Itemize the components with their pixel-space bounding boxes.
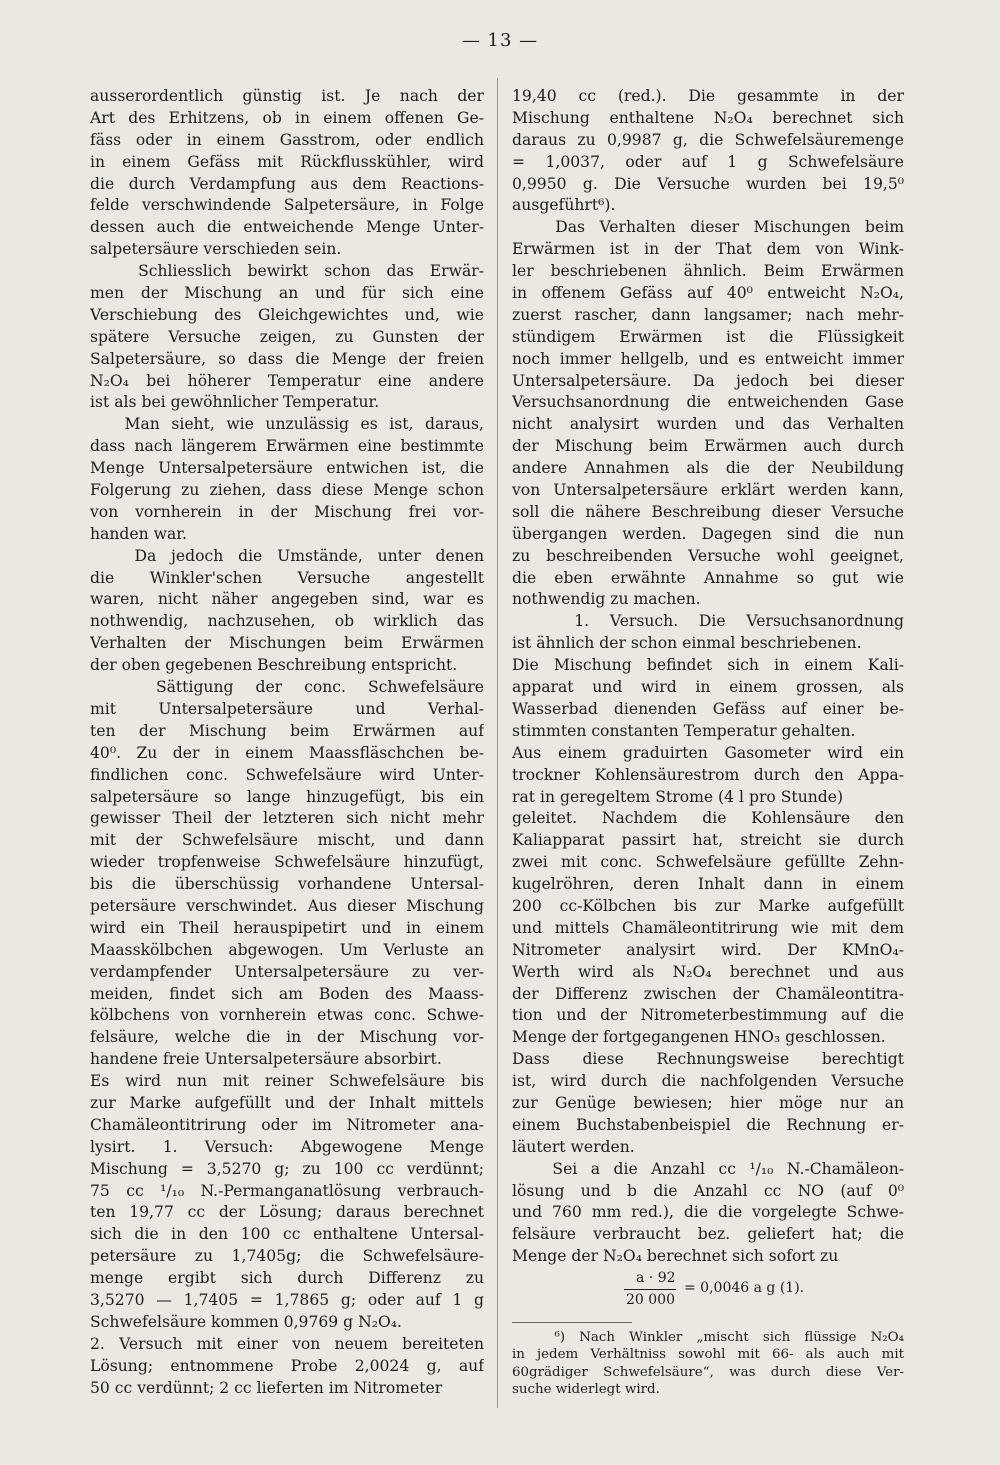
text-line: waren, nicht näher angegeben sind, war es <box>90 590 484 609</box>
text-line: stimmten constanten Temperatur gehalten. <box>512 721 856 740</box>
text-line: sich die in den 100 cc enthaltene Untersal- <box>90 1225 484 1244</box>
text-line: apparat und wird in einem grossen, als <box>512 678 904 697</box>
text-line: 19,40 cc (red.). Die gesammte in der <box>512 87 904 105</box>
text-line: 50 cc verdünnt; 2 cc lieferten im Nitrometer <box>90 1378 443 1397</box>
footnote-line: in jedem Verhältniss sowohl mit 66- als auch mit <box>512 1347 904 1363</box>
text-line: die Winkler'schen Versuche angestellt <box>90 568 484 587</box>
text-line: Chamäleontitrirung oder im Nitrometer ana- <box>90 1115 484 1134</box>
text-line: einem Buchstabenbeispiel die Rechnung er- <box>512 1115 904 1134</box>
right-column <box>512 86 904 1399</box>
text-line: Aus einem graduirten Gasometer wird ein <box>512 743 904 762</box>
text-line: handen war. <box>90 524 187 543</box>
text-line: felsäure verbraucht bez. geliefert hat; die <box>512 1225 904 1244</box>
text-line: men der Mischung an und für sich eine <box>90 284 484 303</box>
text-line: andere Annahmen als die der Neubildung <box>512 459 904 478</box>
text-line: stündigem Erwärmen ist die Flüssigkeit <box>512 327 904 346</box>
text-line: läutert werden. <box>512 1137 635 1156</box>
text-line: verdampfender Untersalpetersäure zu ver- <box>90 962 484 981</box>
text-line: und 760 mm red.), die die vorgelegte Schwe- <box>512 1203 904 1222</box>
text-line: Menge der fortgegangenen HNO₃ geschlossen. <box>512 1028 886 1047</box>
text-line: der Differenz zwischen der Chamäleontitra- <box>512 984 904 1003</box>
text-line: petersäure verschwindet. Aus dieser Mischung <box>90 896 484 915</box>
text-line: Mischung enthaltene N₂O₄ berechnet sich <box>512 108 904 127</box>
text-line: gewisser Theil der letzteren sich nicht mehr <box>90 809 484 828</box>
text-line: meiden, findet sich am Boden des Maass- <box>90 984 484 1003</box>
text-line: daraus zu 0,9987 g, die Schwefelsäuremenge <box>512 130 904 149</box>
text-line: trockner Kohlensäurestrom durch den Appa- <box>512 765 904 784</box>
text-line: Menge der N₂O₄ berechnet sich sofort zu <box>512 1247 839 1266</box>
page-number: — 13 — <box>461 30 539 51</box>
text-line: findlichen conc. Schwefelsäure wird Unter- <box>90 765 484 784</box>
text-line: Kaliapparat passirt hat, streicht sie durch <box>512 831 904 850</box>
text-line: Art des Erhitzens, ob in einem offenen Ge- <box>90 108 484 127</box>
text-line: übergangen werden. Dagegen sind die nun <box>512 524 904 543</box>
text-line: 2. Versuch mit einer von neuem bereiteten <box>90 1334 484 1353</box>
text-line: der Mischung beim Erwärmen auch durch <box>512 437 904 456</box>
text-line: Sei a die Anzahl cc ¹/₁₀ N.-Chamäleon- <box>512 1159 904 1178</box>
text-line: spätere Versuche zeigen, zu Gunsten der <box>90 327 484 346</box>
text-line: 40⁰. Zu der in einem Maassfläschchen be- <box>90 743 484 762</box>
text-line: mit Untersalpetersäure und Verhal- <box>90 699 484 718</box>
text-line: von Untersalpetersäure erklärt werden kann, <box>512 481 904 500</box>
text-line: N₂O₄ bei höherer Temperatur eine andere <box>90 371 484 390</box>
text-line: zuerst rascher, dann langsamer; nach mehr- <box>512 305 904 324</box>
left-column <box>90 86 484 1399</box>
text-line: geleitet. Nachdem die Kohlensäure den <box>512 809 904 828</box>
text-line: die durch Verdampfung aus dem Reactions- <box>90 174 484 193</box>
text-line: Mischung = 3,5270 g; zu 100 cc verdünnt; <box>90 1159 484 1178</box>
text-line: Salpetersäure, so dass die Menge der freien <box>90 349 484 368</box>
text-line: lysirt. 1. Versuch: Abgewogene Menge <box>90 1137 484 1156</box>
text-line: ten der Mischung beim Erwärmen auf <box>90 721 484 740</box>
text-line: fäss oder in einem Gasstrom, oder endlich <box>90 130 484 149</box>
text-line: Menge Untersalpetersäure entwichen ist, die <box>90 459 484 478</box>
text-line: nothwendig, nachzusehen, ob wirklich das <box>90 612 484 631</box>
text-line: zu beschreibenden Versuche wohl geeignet, <box>512 546 904 565</box>
text-line: nothwendig zu machen. <box>512 590 701 609</box>
text-line: Nitrometer analysirt wird. Der KMnO₄- <box>512 940 904 959</box>
text-line: Dass diese Rechnungsweise berechtigt <box>512 1050 904 1069</box>
text-line: Es wird nun mit reiner Schwefelsäure bis <box>90 1072 484 1091</box>
text-line: ausserordentlich günstig ist. Je nach der <box>90 87 484 105</box>
footnote-line: suche widerlegt wird. <box>512 1382 660 1398</box>
text-line: ist als bei gewöhnlicher Temperatur. <box>90 393 380 412</box>
text-line: nicht analysirt wurden und das Verhalten <box>512 415 904 434</box>
text-line: rat in geregeltem Strome (4 l pro Stunde) <box>512 787 844 806</box>
text-line: 75 cc ¹/₁₀ N.-Permanganatlösung verbrauch- <box>90 1181 484 1200</box>
text-line: Untersalpetersäure. Da jedoch bei dieser <box>512 371 904 390</box>
text-line: wird ein Theil herauspipetirt und in einem <box>90 918 484 937</box>
text-line: Versuchsanordnung die entweichenden Gase <box>512 393 904 412</box>
footnote-rule <box>512 1322 632 1323</box>
formula-denominator: 20 000 <box>626 1292 675 1309</box>
text-line: zwei mit conc. Schwefelsäure gefüllte Zehn- <box>512 853 904 872</box>
text-line: handene freie Untersalpetersäure absorbirt. <box>90 1050 442 1069</box>
text-line: Das Verhalten dieser Mischungen beim <box>512 218 904 237</box>
text-line: Wasserbad dienenden Gefäss auf einer be- <box>512 699 904 718</box>
text-line: 200 cc-Kölbchen bis zur Marke aufgefüllt <box>512 896 904 915</box>
text-line: Erwärmen ist in der That dem von Wink- <box>512 240 904 259</box>
text-line: menge ergibt sich durch Differenz zu <box>90 1269 484 1288</box>
text-line: 0,9950 g. Die Versuche wurden bei 19,5⁰ <box>512 174 904 193</box>
text-line: soll die nähere Beschreibung dieser Versuche <box>512 502 904 521</box>
right-column-text <box>512 86 904 1268</box>
text-line: kugelröhren, deren Inhalt dann in einem <box>512 875 904 894</box>
text-line: Da jedoch die Umstände, unter denen <box>90 546 484 565</box>
text-line: felsäure, welche die in der Mischung vor- <box>90 1028 484 1047</box>
text-line: dass nach längerem Erwärmen eine bestimmte <box>90 437 484 456</box>
text-line: Man sieht, wie unzulässig es ist, daraus, <box>90 415 484 434</box>
formula-result: = 0,0046 a g (1). <box>684 1280 805 1297</box>
text-line: Maasskölbchen abgewogen. Um Verluste an <box>90 940 484 959</box>
text-line: in offenem Gefäss auf 40⁰ entweicht N₂O₄, <box>512 284 904 303</box>
text-line: ausgeführt⁶). <box>512 196 616 215</box>
text-line: Schliesslich bewirkt schon das Erwär- <box>90 262 484 281</box>
text-line: Verhalten der Mischungen beim Erwärmen <box>90 634 484 653</box>
text-line: ler beschriebenen ähnlich. Beim Erwärmen <box>512 262 904 281</box>
text-line: tion und der Nitrometerbestimmung auf die <box>512 1006 904 1025</box>
text-line: petersäure zu 1,7405g; die Schwefelsäure- <box>90 1247 484 1266</box>
text-line: lösung und b die Anzahl cc NO (auf 0⁰ <box>512 1181 904 1200</box>
text-line: bis die überschüssig vorhandene Untersal- <box>90 875 484 894</box>
formula-numerator: a · 92 <box>636 1270 676 1287</box>
text-line: ten 19,77 cc der Lösung; daraus berechnet <box>90 1203 484 1222</box>
text-line: 3,5270 — 1,7405 = 1,7865 g; oder auf 1 g <box>90 1290 484 1309</box>
footnote-line: ⁶) Nach Winkler „mischt sich flüssige N₂O₄ <box>512 1330 904 1346</box>
text-line: Lösung; entnommene Probe 2,0024 g, auf <box>90 1356 484 1375</box>
text-line: Werth wird als N₂O₄ berechnet und aus <box>512 962 904 981</box>
text-line: Schwefelsäure kommen 0,9769 g N₂O₄. <box>90 1312 402 1331</box>
text-line: Folgerung zu ziehen, dass diese Menge schon <box>90 481 484 500</box>
text-line: von vornherein in der Mischung frei vor- <box>90 502 484 521</box>
text-line: Sättigung der conc. Schwefelsäure <box>90 678 484 697</box>
text-line: wieder tropfenweise Schwefelsäure hinzufügt, <box>90 853 484 872</box>
text-line: ist, wird durch die nachfolgenden Versuche <box>512 1072 904 1091</box>
text-line: kölbchens von vornherein etwas conc. Schwe- <box>90 1006 484 1025</box>
text-line: mit der Schwefelsäure mischt, und dann <box>90 831 484 850</box>
text-line: zur Marke aufgefüllt und der Inhalt mittels <box>90 1093 484 1112</box>
text-line: der oben gegebenen Beschreibung entspricht. <box>90 656 458 675</box>
text-line: zur Genüge bewiesen; hier möge nur an <box>512 1093 904 1112</box>
text-line: = 1,0037, oder auf 1 g Schwefelsäure <box>512 152 904 171</box>
footnote-line: 60grädiger Schwefelsäure“, was durch diese Ver- <box>512 1364 904 1380</box>
text-line: in einem Gefäss mit Rückflusskühler, wird <box>90 152 484 171</box>
text-line: dessen auch die entweichende Menge Unter- <box>90 218 484 237</box>
text-line: ist ähnlich der schon einmal beschriebenen. <box>512 634 862 653</box>
text-line: Die Mischung befindet sich in einem Kali- <box>512 656 904 675</box>
text-line: Verschiebung des Gleichgewichtes und, wie <box>90 305 484 324</box>
text-line: noch immer hellgelb, und es entweicht immer <box>512 349 904 368</box>
text-line: die eben erwähnte Annahme so gut wie <box>512 568 904 587</box>
formula <box>622 1268 904 1314</box>
text-line: felde verschwindende Salpetersäure, in Folge <box>90 196 484 215</box>
column-divider <box>497 78 498 1408</box>
text-line: salpetersäure verschieden sein. <box>90 240 342 259</box>
footnote <box>512 1329 904 1399</box>
text-line: salpetersäure so lange hinzugefügt, bis ein <box>90 787 484 806</box>
text-line: und mittels Chamäleontitrirung wie mit dem <box>512 918 904 937</box>
text-line: 1. Versuch. Die Versuchsanordnung <box>512 612 904 631</box>
